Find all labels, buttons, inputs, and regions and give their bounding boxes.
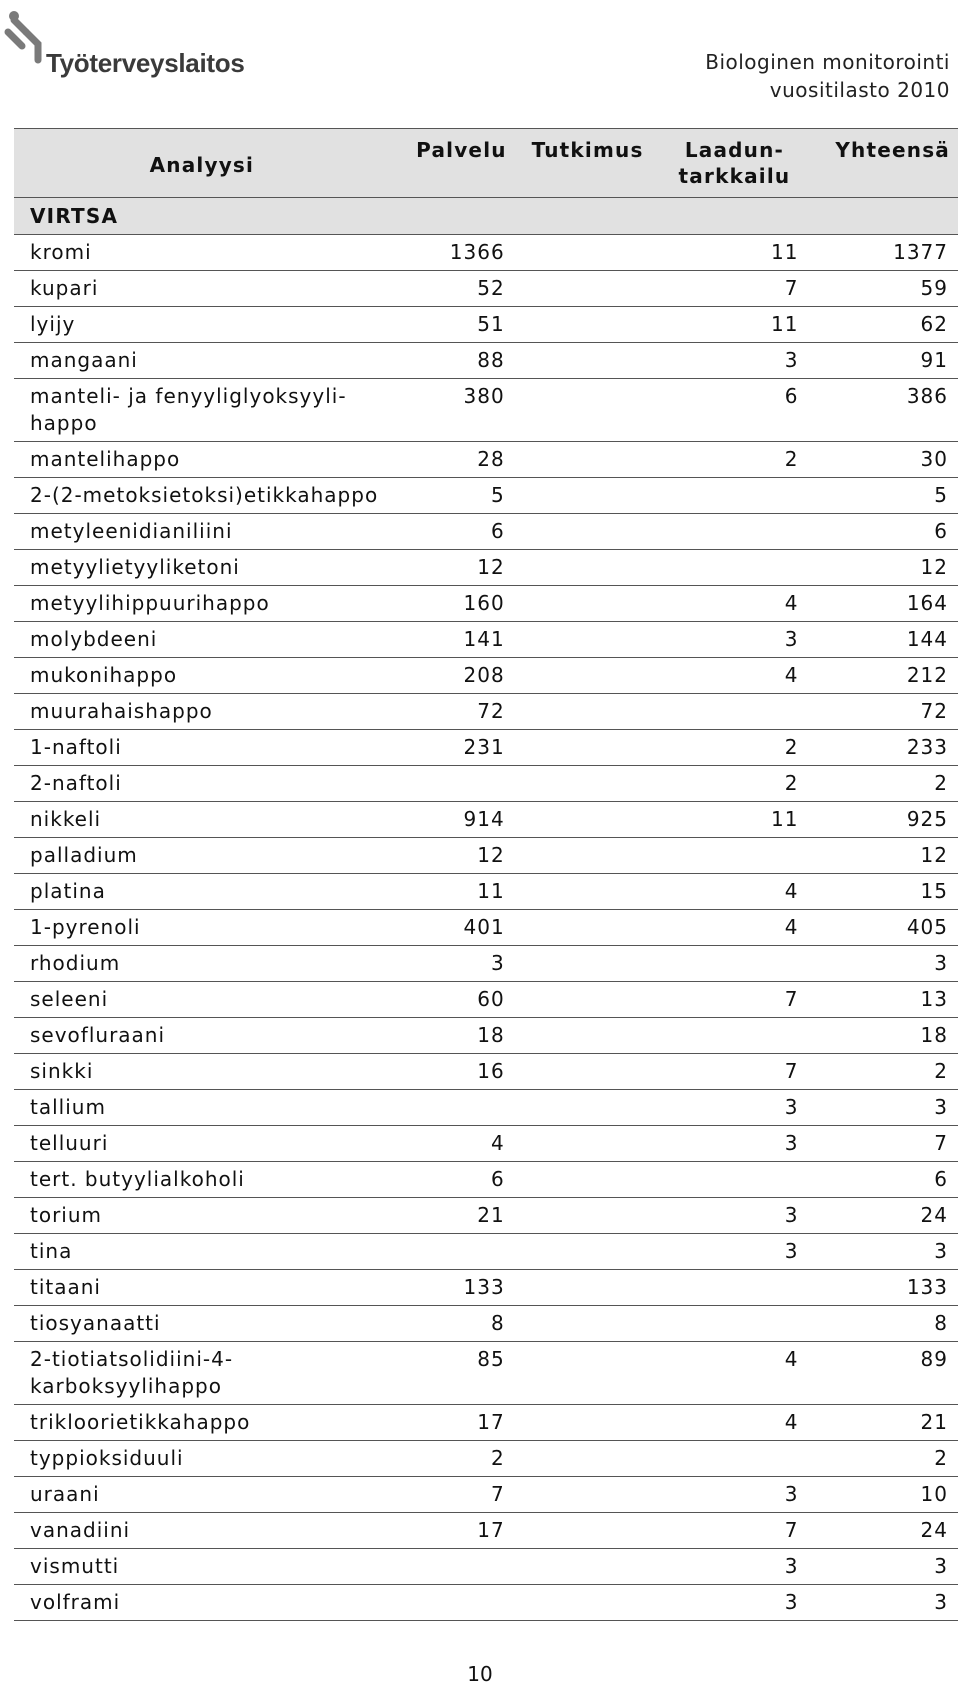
- cell-yhteensa: 164: [808, 586, 958, 622]
- page-number: 10: [467, 1662, 493, 1686]
- cell-analyysi: platina: [14, 874, 390, 910]
- cell-laaduntarkkailu: [660, 694, 808, 730]
- cell-yhteensa: 62: [808, 307, 958, 343]
- section-label: VIRTSA: [14, 198, 958, 235]
- cell-yhteensa: 405: [808, 910, 958, 946]
- cell-tutkimus: [515, 478, 661, 514]
- cell-laaduntarkkailu: 4: [660, 1405, 808, 1441]
- table-row: [14, 874, 958, 910]
- cell-palvelu: 17: [390, 1513, 515, 1549]
- cell-palvelu: 2: [390, 1441, 515, 1477]
- table-row: [14, 730, 958, 766]
- cell-analyysi: 2-naftoli: [14, 766, 390, 802]
- cell-laaduntarkkailu: 3: [660, 1090, 808, 1126]
- col-yhteensa: Yhteensä: [808, 129, 958, 198]
- cell-analyysi: 2-(2-metoksietoksi)etikkahappo: [14, 478, 390, 514]
- cell-palvelu: 5: [390, 478, 515, 514]
- cell-tutkimus: [515, 1441, 661, 1477]
- cell-yhteensa: 2: [808, 1054, 958, 1090]
- table-row: [14, 442, 958, 478]
- cell-tutkimus: [515, 1018, 661, 1054]
- table-row: [14, 1342, 958, 1405]
- cell-laaduntarkkailu: 7: [660, 271, 808, 307]
- cell-palvelu: 17: [390, 1405, 515, 1441]
- table-row: [14, 838, 958, 874]
- cell-tutkimus: [515, 307, 661, 343]
- cell-laaduntarkkailu: 3: [660, 622, 808, 658]
- cell-tutkimus: [515, 235, 661, 271]
- cell-analyysi: sinkki: [14, 1054, 390, 1090]
- cell-analyysi: trikloorietikkahappo: [14, 1405, 390, 1441]
- table-row: [14, 1585, 958, 1621]
- cell-laaduntarkkailu: [660, 1270, 808, 1306]
- cell-tutkimus: [515, 1198, 661, 1234]
- document-title-line2: vuositilasto 2010: [769, 78, 950, 102]
- cell-yhteensa: 30: [808, 442, 958, 478]
- cell-tutkimus: [515, 1306, 661, 1342]
- table-row: [14, 235, 958, 271]
- cell-yhteensa: 5: [808, 478, 958, 514]
- cell-yhteensa: 2: [808, 766, 958, 802]
- cell-analyysi: metyylihippuurihappo: [14, 586, 390, 622]
- cell-yhteensa: 2: [808, 1441, 958, 1477]
- table-row: [14, 766, 958, 802]
- cell-analyysi: kromi: [14, 235, 390, 271]
- cell-laaduntarkkailu: 7: [660, 1054, 808, 1090]
- cell-tutkimus: [515, 586, 661, 622]
- cell-tutkimus: [515, 946, 661, 982]
- cell-palvelu: 1366: [390, 235, 515, 271]
- cell-analyysi: telluuri: [14, 1126, 390, 1162]
- table-row: [14, 1306, 958, 1342]
- cell-laaduntarkkailu: 4: [660, 1342, 808, 1405]
- cell-yhteensa: 925: [808, 802, 958, 838]
- cell-tutkimus: [515, 514, 661, 550]
- cell-analyysi: nikkeli: [14, 802, 390, 838]
- col-laadun-line1: Laadun-: [684, 138, 785, 162]
- logo-text: Työterveyslaitos: [46, 48, 245, 78]
- table-header-row: [14, 129, 958, 198]
- cell-laaduntarkkailu: 3: [660, 1126, 808, 1162]
- cell-laaduntarkkailu: 3: [660, 1477, 808, 1513]
- cell-tutkimus: [515, 730, 661, 766]
- cell-yhteensa: 59: [808, 271, 958, 307]
- cell-analyysi: seleeni: [14, 982, 390, 1018]
- cell-yhteensa: 24: [808, 1513, 958, 1549]
- cell-laaduntarkkailu: [660, 514, 808, 550]
- cell-analyysi: kupari: [14, 271, 390, 307]
- cell-analyysi: uraani: [14, 1477, 390, 1513]
- cell-palvelu: 21: [390, 1198, 515, 1234]
- cell-palvelu: 7: [390, 1477, 515, 1513]
- col-laadun-line2: tarkkailu: [678, 164, 791, 188]
- table-row: [14, 1198, 958, 1234]
- cell-tutkimus: [515, 622, 661, 658]
- cell-palvelu: [390, 1585, 515, 1621]
- cell-laaduntarkkailu: 11: [660, 802, 808, 838]
- col-tutkimus: Tutkimus: [515, 129, 661, 198]
- cell-palvelu: 60: [390, 982, 515, 1018]
- cell-palvelu: 72: [390, 694, 515, 730]
- cell-palvelu: 6: [390, 1162, 515, 1198]
- cell-tutkimus: [515, 1270, 661, 1306]
- cell-palvelu: 231: [390, 730, 515, 766]
- table-row: [14, 550, 958, 586]
- cell-laaduntarkkailu: [660, 838, 808, 874]
- cell-laaduntarkkailu: 11: [660, 235, 808, 271]
- table-row: [14, 694, 958, 730]
- table-row: [14, 1054, 958, 1090]
- document-title-line1: Biologinen monitorointi: [705, 50, 950, 74]
- table-row: [14, 1018, 958, 1054]
- cell-palvelu: 3: [390, 946, 515, 982]
- table-row: [14, 478, 958, 514]
- cell-laaduntarkkailu: 4: [660, 658, 808, 694]
- cell-palvelu: 141: [390, 622, 515, 658]
- cell-yhteensa: 24: [808, 1198, 958, 1234]
- cell-yhteensa: 3: [808, 1234, 958, 1270]
- cell-laaduntarkkailu: 3: [660, 1198, 808, 1234]
- cell-analyysi: torium: [14, 1198, 390, 1234]
- cell-palvelu: 12: [390, 550, 515, 586]
- cell-palvelu: [390, 1090, 515, 1126]
- statistics-table: [14, 128, 958, 1621]
- cell-yhteensa: 3: [808, 1585, 958, 1621]
- col-analyysi: Analyysi: [14, 129, 390, 198]
- cell-laaduntarkkailu: 3: [660, 1234, 808, 1270]
- table-row: [14, 982, 958, 1018]
- cell-tutkimus: [515, 874, 661, 910]
- table-row: [14, 379, 958, 442]
- table-row: [14, 802, 958, 838]
- table-row: [14, 1405, 958, 1441]
- cell-palvelu: 16: [390, 1054, 515, 1090]
- table-row: [14, 1513, 958, 1549]
- table-row: [14, 1270, 958, 1306]
- cell-analyysi: typpioksiduuli: [14, 1441, 390, 1477]
- cell-analyysi: vismutti: [14, 1549, 390, 1585]
- cell-yhteensa: 72: [808, 694, 958, 730]
- cell-laaduntarkkailu: 3: [660, 343, 808, 379]
- cell-laaduntarkkailu: 4: [660, 874, 808, 910]
- cell-analyysi: muurahaishappo: [14, 694, 390, 730]
- cell-yhteensa: 13: [808, 982, 958, 1018]
- cell-palvelu: 28: [390, 442, 515, 478]
- cell-yhteensa: 6: [808, 514, 958, 550]
- cell-palvelu: 12: [390, 838, 515, 874]
- cell-analyysi: 1-pyrenoli: [14, 910, 390, 946]
- cell-analyysi: vanadiini: [14, 1513, 390, 1549]
- cell-tutkimus: [515, 1126, 661, 1162]
- cell-laaduntarkkailu: [660, 1441, 808, 1477]
- cell-palvelu: [390, 1549, 515, 1585]
- cell-yhteensa: 91: [808, 343, 958, 379]
- cell-laaduntarkkailu: 3: [660, 1585, 808, 1621]
- table-row: [14, 1162, 958, 1198]
- cell-palvelu: 51: [390, 307, 515, 343]
- table-row: [14, 1090, 958, 1126]
- cell-palvelu: 133: [390, 1270, 515, 1306]
- cell-analyysi: volframi: [14, 1585, 390, 1621]
- cell-tutkimus: [515, 379, 661, 442]
- cell-palvelu: 6: [390, 514, 515, 550]
- cell-palvelu: 4: [390, 1126, 515, 1162]
- cell-tutkimus: [515, 1054, 661, 1090]
- cell-laaduntarkkailu: 2: [660, 442, 808, 478]
- cell-tutkimus: [515, 658, 661, 694]
- cell-tutkimus: [515, 910, 661, 946]
- cell-laaduntarkkailu: 4: [660, 910, 808, 946]
- cell-palvelu: 914: [390, 802, 515, 838]
- cell-laaduntarkkailu: 2: [660, 730, 808, 766]
- cell-tutkimus: [515, 1549, 661, 1585]
- table-row: [14, 343, 958, 379]
- table-row: [14, 514, 958, 550]
- cell-laaduntarkkailu: [660, 550, 808, 586]
- cell-analyysi: mukonihappo: [14, 658, 390, 694]
- table-row: [14, 946, 958, 982]
- cell-tutkimus: [515, 1585, 661, 1621]
- cell-laaduntarkkailu: [660, 478, 808, 514]
- cell-yhteensa: 15: [808, 874, 958, 910]
- cell-analyysi: palladium: [14, 838, 390, 874]
- cell-yhteensa: 3: [808, 946, 958, 982]
- cell-analyysi: mangaani: [14, 343, 390, 379]
- table-row: [14, 1126, 958, 1162]
- cell-laaduntarkkailu: 7: [660, 982, 808, 1018]
- cell-palvelu: [390, 1234, 515, 1270]
- cell-laaduntarkkailu: 7: [660, 1513, 808, 1549]
- cell-yhteensa: 386: [808, 379, 958, 442]
- cell-yhteensa: 144: [808, 622, 958, 658]
- cell-laaduntarkkailu: 3: [660, 1549, 808, 1585]
- table-row: [14, 307, 958, 343]
- document-title: [705, 48, 950, 104]
- col-palvelu: Palvelu: [390, 129, 515, 198]
- table-row: [14, 622, 958, 658]
- cell-tutkimus: [515, 766, 661, 802]
- cell-yhteensa: 21: [808, 1405, 958, 1441]
- cell-yhteensa: 89: [808, 1342, 958, 1405]
- cell-yhteensa: 233: [808, 730, 958, 766]
- cell-tutkimus: [515, 1162, 661, 1198]
- cell-palvelu: 85: [390, 1342, 515, 1405]
- cell-yhteensa: 10: [808, 1477, 958, 1513]
- cell-analyysi: titaani: [14, 1270, 390, 1306]
- table-row: [14, 271, 958, 307]
- cell-analyysi: metyleenidianiliini: [14, 514, 390, 550]
- cell-laaduntarkkailu: [660, 946, 808, 982]
- cell-tutkimus: [515, 442, 661, 478]
- cell-analyysi: rhodium: [14, 946, 390, 982]
- cell-tutkimus: [515, 550, 661, 586]
- cell-tutkimus: [515, 271, 661, 307]
- section-row: [14, 198, 958, 235]
- cell-palvelu: 401: [390, 910, 515, 946]
- cell-yhteensa: 3: [808, 1549, 958, 1585]
- cell-analyysi: mantelihappo: [14, 442, 390, 478]
- table-row: [14, 1234, 958, 1270]
- cell-analyysi: tallium: [14, 1090, 390, 1126]
- cell-yhteensa: 12: [808, 550, 958, 586]
- cell-yhteensa: 12: [808, 838, 958, 874]
- col-laaduntarkkailu: [660, 129, 808, 198]
- cell-yhteensa: 212: [808, 658, 958, 694]
- cell-palvelu: 18: [390, 1018, 515, 1054]
- cell-analyysi: 2-tiotiatsolidiini-4- karboksyylihappo: [14, 1342, 390, 1405]
- cell-yhteensa: 18: [808, 1018, 958, 1054]
- cell-laaduntarkkailu: [660, 1306, 808, 1342]
- cell-laaduntarkkailu: 4: [660, 586, 808, 622]
- cell-laaduntarkkailu: 6: [660, 379, 808, 442]
- cell-tutkimus: [515, 802, 661, 838]
- cell-analyysi: 1-naftoli: [14, 730, 390, 766]
- cell-palvelu: 52: [390, 271, 515, 307]
- cell-analyysi: tert. butyylialkoholi: [14, 1162, 390, 1198]
- cell-tutkimus: [515, 1513, 661, 1549]
- cell-yhteensa: 7: [808, 1126, 958, 1162]
- cell-tutkimus: [515, 982, 661, 1018]
- cell-analyysi: tiosyanaatti: [14, 1306, 390, 1342]
- cell-laaduntarkkailu: [660, 1162, 808, 1198]
- cell-yhteensa: 8: [808, 1306, 958, 1342]
- table-row: [14, 1549, 958, 1585]
- cell-tutkimus: [515, 838, 661, 874]
- cell-yhteensa: 133: [808, 1270, 958, 1306]
- cell-tutkimus: [515, 694, 661, 730]
- cell-tutkimus: [515, 1477, 661, 1513]
- cell-analyysi: lyijy: [14, 307, 390, 343]
- cell-analyysi: tina: [14, 1234, 390, 1270]
- cell-tutkimus: [515, 1090, 661, 1126]
- cell-laaduntarkkailu: 11: [660, 307, 808, 343]
- cell-yhteensa: 6: [808, 1162, 958, 1198]
- cell-analyysi: molybdeeni: [14, 622, 390, 658]
- cell-palvelu: 88: [390, 343, 515, 379]
- cell-tutkimus: [515, 1405, 661, 1441]
- cell-tutkimus: [515, 1342, 661, 1405]
- cell-analyysi: manteli- ja fenyyliglyoksyyli- happo: [14, 379, 390, 442]
- table-row: [14, 1441, 958, 1477]
- cell-analyysi: metyylietyyliketoni: [14, 550, 390, 586]
- table-row: [14, 658, 958, 694]
- cell-laaduntarkkailu: 2: [660, 766, 808, 802]
- cell-palvelu: 160: [390, 586, 515, 622]
- table-row: [14, 586, 958, 622]
- cell-palvelu: 8: [390, 1306, 515, 1342]
- cell-analyysi: sevofluraani: [14, 1018, 390, 1054]
- cell-palvelu: [390, 766, 515, 802]
- cell-tutkimus: [515, 1234, 661, 1270]
- cell-yhteensa: 1377: [808, 235, 958, 271]
- cell-yhteensa: 3: [808, 1090, 958, 1126]
- cell-tutkimus: [515, 343, 661, 379]
- cell-palvelu: 380: [390, 379, 515, 442]
- cell-laaduntarkkailu: [660, 1018, 808, 1054]
- table-row: [14, 1477, 958, 1513]
- table-row: [14, 910, 958, 946]
- cell-palvelu: 11: [390, 874, 515, 910]
- cell-palvelu: 208: [390, 658, 515, 694]
